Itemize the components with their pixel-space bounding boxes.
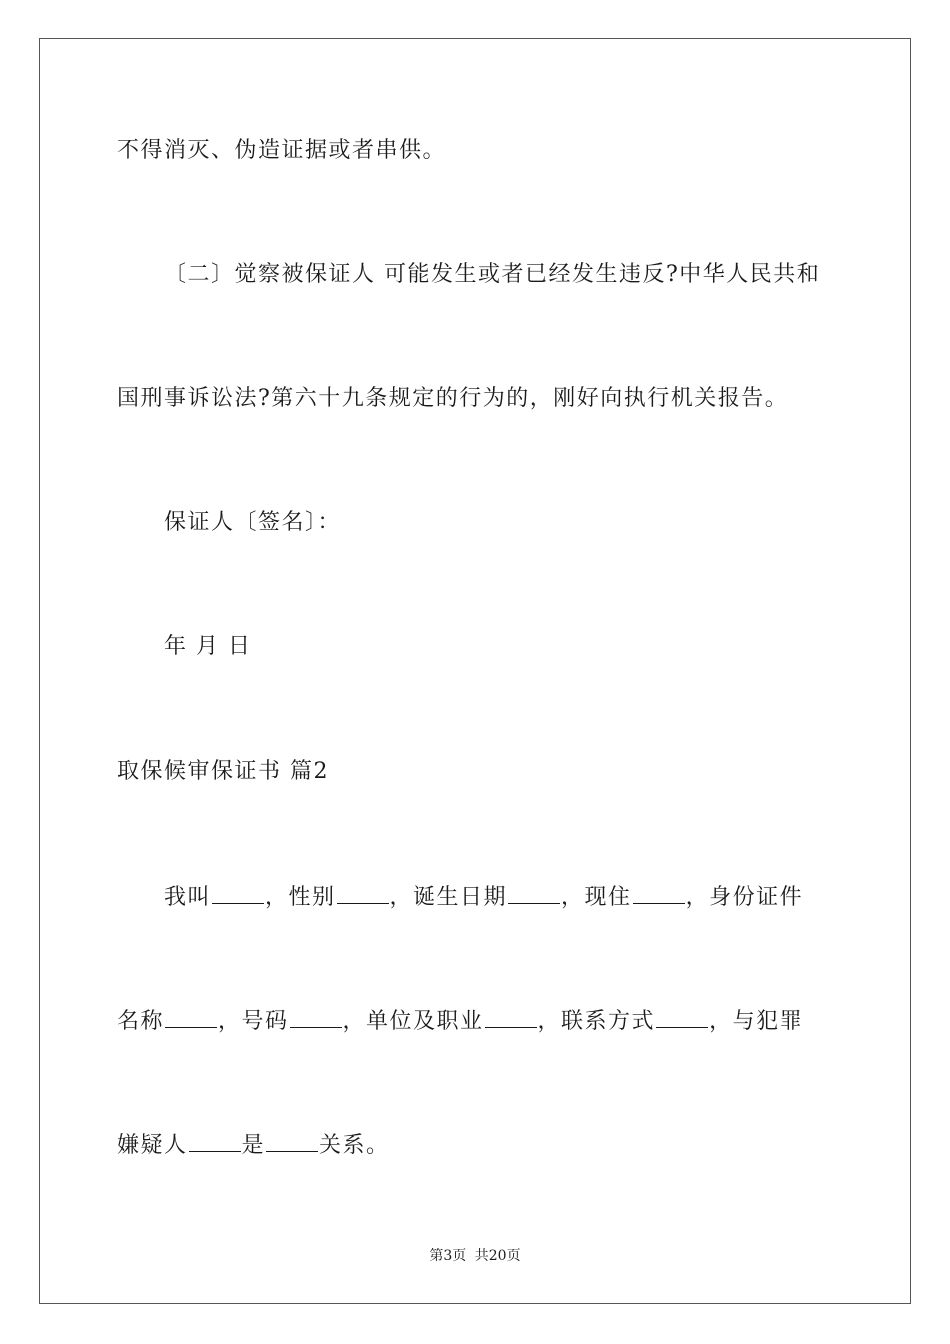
page-number: 第3页 xyxy=(429,1248,467,1264)
blank-name[interactable] xyxy=(212,881,264,904)
text-line-2: 〔二〕觉察被保证人 可能发生或者已经发生违反?中华人民共和 xyxy=(164,262,821,287)
text-line-1: 不得消灭、伪造证据或者串供。 xyxy=(117,138,447,163)
blank-id-number[interactable] xyxy=(290,1005,342,1028)
form-line-3: 嫌疑人 是 关系。 xyxy=(117,1129,390,1161)
blank-address[interactable] xyxy=(633,881,685,904)
text-line-3: 国刑事诉讼法?第六十九条规定的行为的，刚好向执行机关报告。 xyxy=(117,386,789,411)
page-frame xyxy=(39,38,911,1304)
blank-contact[interactable] xyxy=(656,1005,708,1028)
blank-id-type[interactable] xyxy=(165,1005,217,1028)
guarantor-signature-line: 保证人〔签名〕： xyxy=(164,510,342,535)
blank-employer[interactable] xyxy=(485,1005,537,1028)
date-line: 年 月 日 xyxy=(164,634,252,659)
form-line-2: 名称 ，号码 ，单位及职业 ，联系方式 ，与犯罪 xyxy=(117,1005,803,1037)
blank-suspect[interactable] xyxy=(189,1129,241,1152)
page-footer xyxy=(0,1246,950,1266)
blank-birthdate[interactable] xyxy=(508,881,560,904)
total-pages: 共20页 xyxy=(474,1248,521,1264)
blank-gender[interactable] xyxy=(337,881,389,904)
blank-relationship[interactable] xyxy=(266,1129,318,1152)
section-heading: 取保候审保证书 篇2 xyxy=(117,759,329,784)
form-line-1: 我叫 ，性别 ，诞生日期 ，现住 ，身份证件 xyxy=(164,881,803,913)
